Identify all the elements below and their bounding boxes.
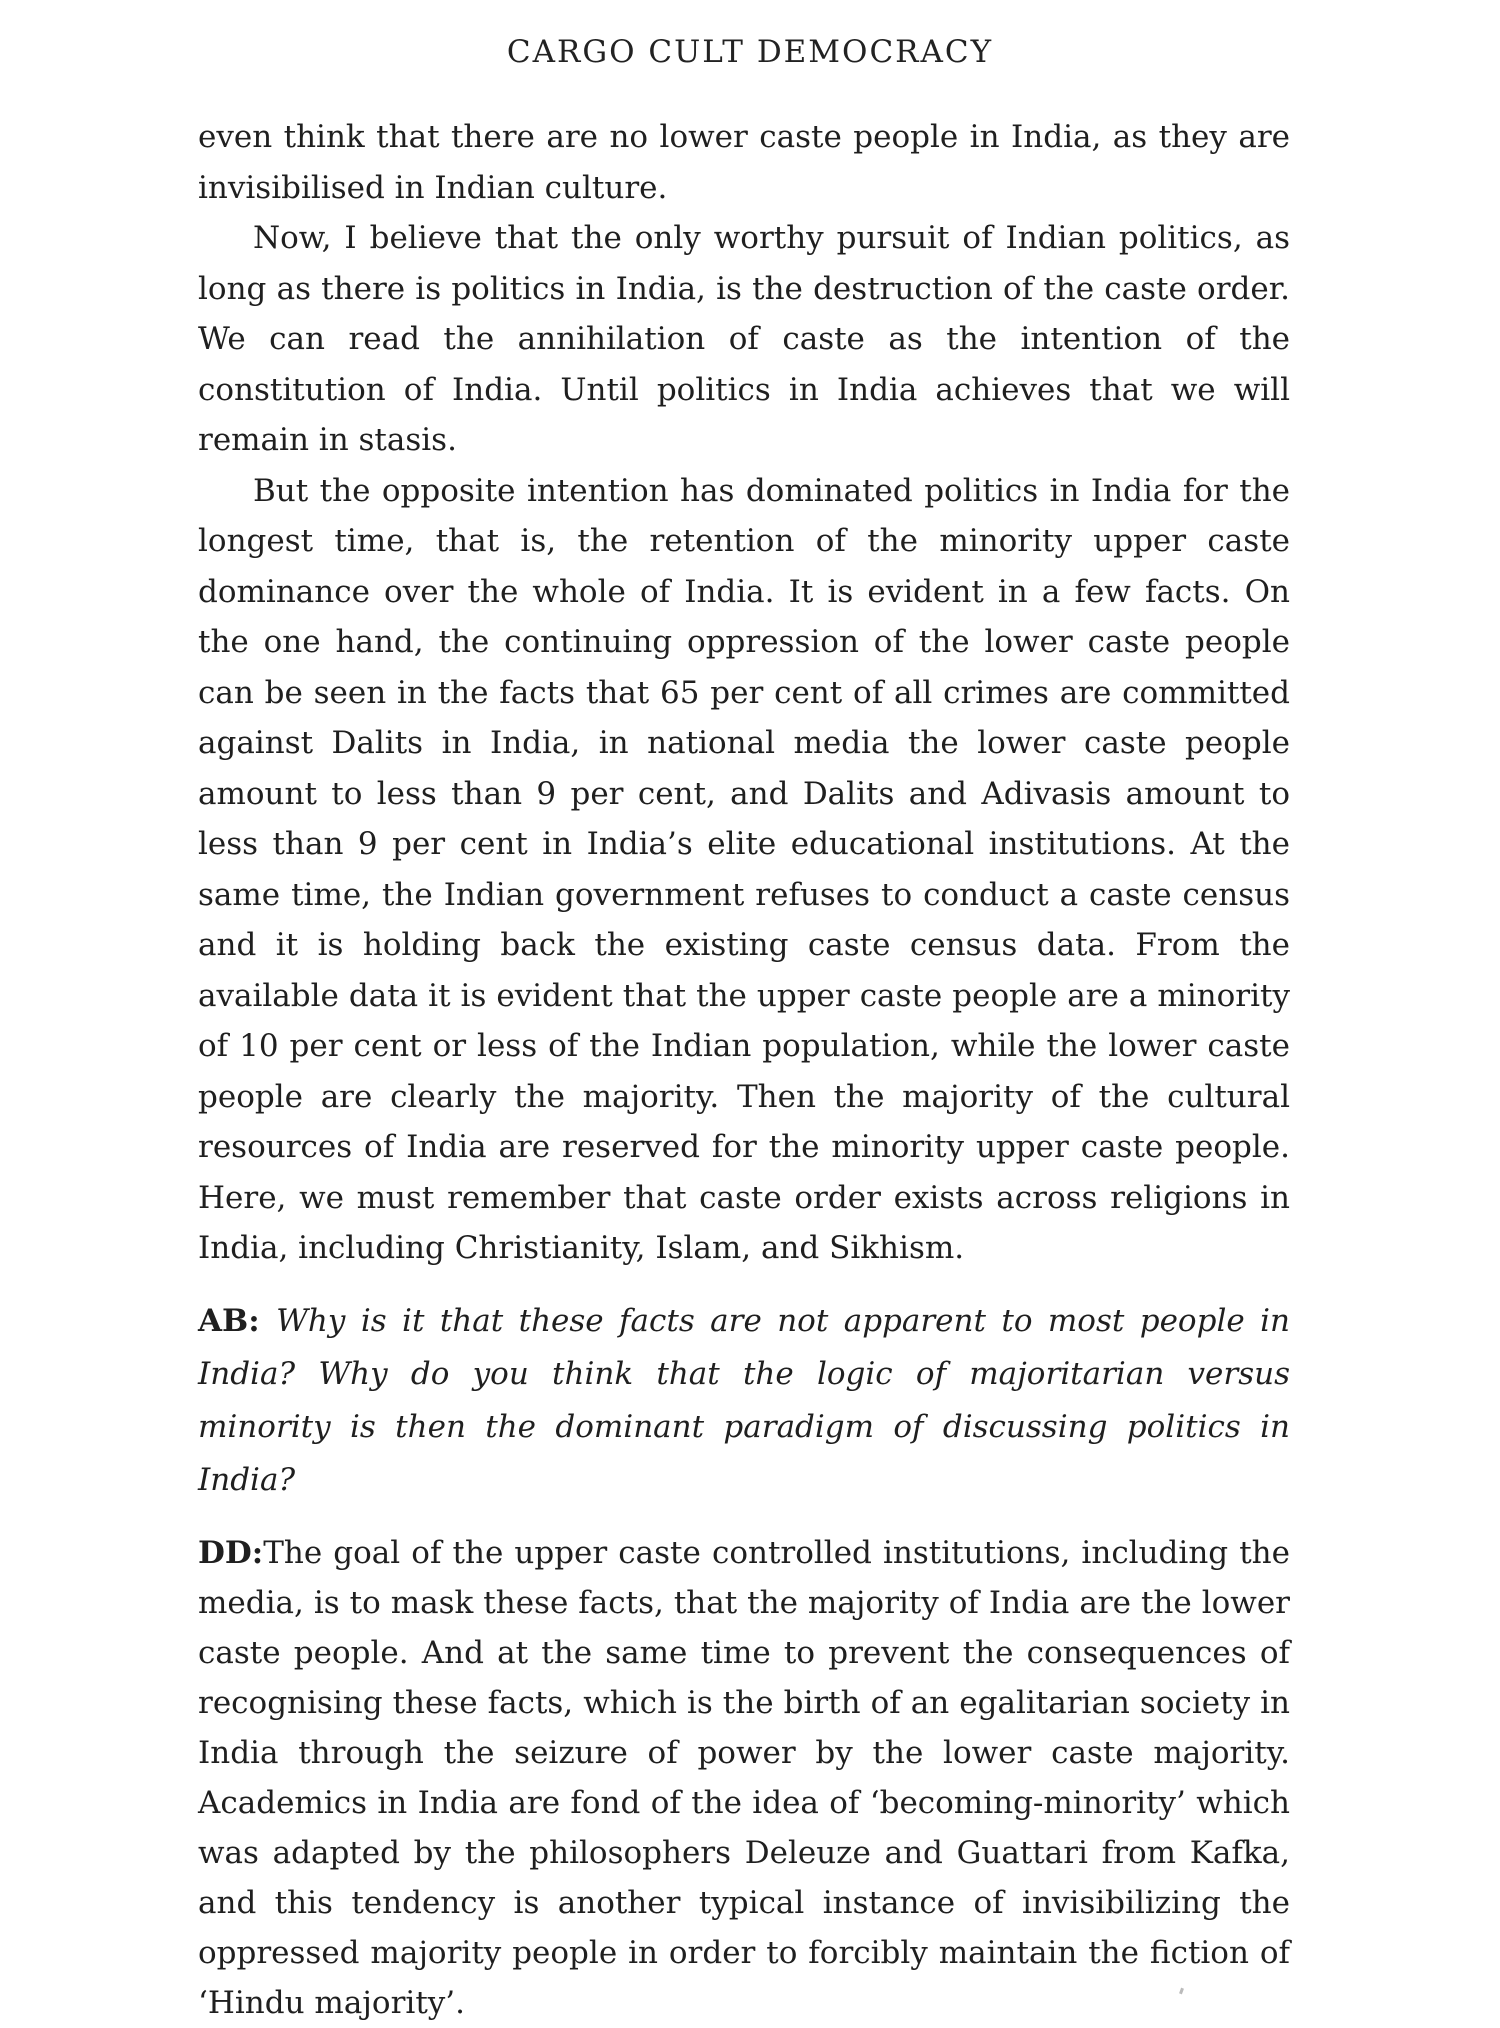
interview-question (198, 1295, 1290, 1507)
answer-speaker-label: DD: (198, 1534, 264, 1571)
question-text: Why is it that these facts are not apparent to most people in India? Why do you think that the logic of majoritarian versus minority is then the dominant paradigm of discussing politics in India? (198, 1302, 1290, 1498)
question-speaker-label: AB: (198, 1302, 277, 1339)
paragraph-continued: even think that there are no lower caste people in India, as they are invisibilised in Indian culture. (198, 119, 1290, 206)
body-text (198, 112, 1290, 2028)
answer-text: The goal of the upper caste controlled institutions, including the media, is to mask these facts, that the majority of India are the lower caste people. And at the same time to prevent the consequences of recognising these facts, which is the birth of an egalitarian society in India through the seizure of power by the lower caste majority. Academics in India are fond of the idea of ‘becoming-minority’ which was adapted by the philosophers Deleuze and Guattari from Kafka, and this tendency is another typical instance of invisibilizing the oppressed majority people in order to forcibly maintain the fiction of ‘Hindu majority’. (198, 1534, 1290, 2021)
paragraph-upper-caste-dominance: But the opposite intention has dominated politics in India for the longest time, that is, the retention of the minority upper caste dominance over the whole of India. It is evident in a few facts. On the one hand, the continuing oppression of the lower caste people can be seen in the facts that 65 per cent of all crimes are committed against Dalits in India, in national media the lower caste people amount to less than 9 per cent, and Dalits and Adivasis amount to less than 9 per cent in India’s elite educational institutions. At the same time, the Indian government refuses to conduct a caste census and it is holding back the existing caste census data. From the available data it is evident that the upper caste people are a minority of 10 per cent or less of the Indian population, while the lower caste people are clearly the majority. Then the majority of the cultural resources of India are reserved for the minority upper caste people. Here, we must remember that caste order exists across religions in India, including Christianity, Islam, and Sikhism. (198, 472, 1290, 1266)
paragraph-caste-destruction: Now, I believe that the only worthy pursuit of Indian politics, as long as there is politics in India, is the destruction of the caste order. We can read the annihilation of caste as the intention of the constitution of India. Until politics in India achieves that we will remain in stasis. (198, 220, 1290, 458)
running-head-title: CARGO CULT DEMOCRACY (506, 34, 994, 70)
interview-answer (198, 1528, 1290, 2028)
